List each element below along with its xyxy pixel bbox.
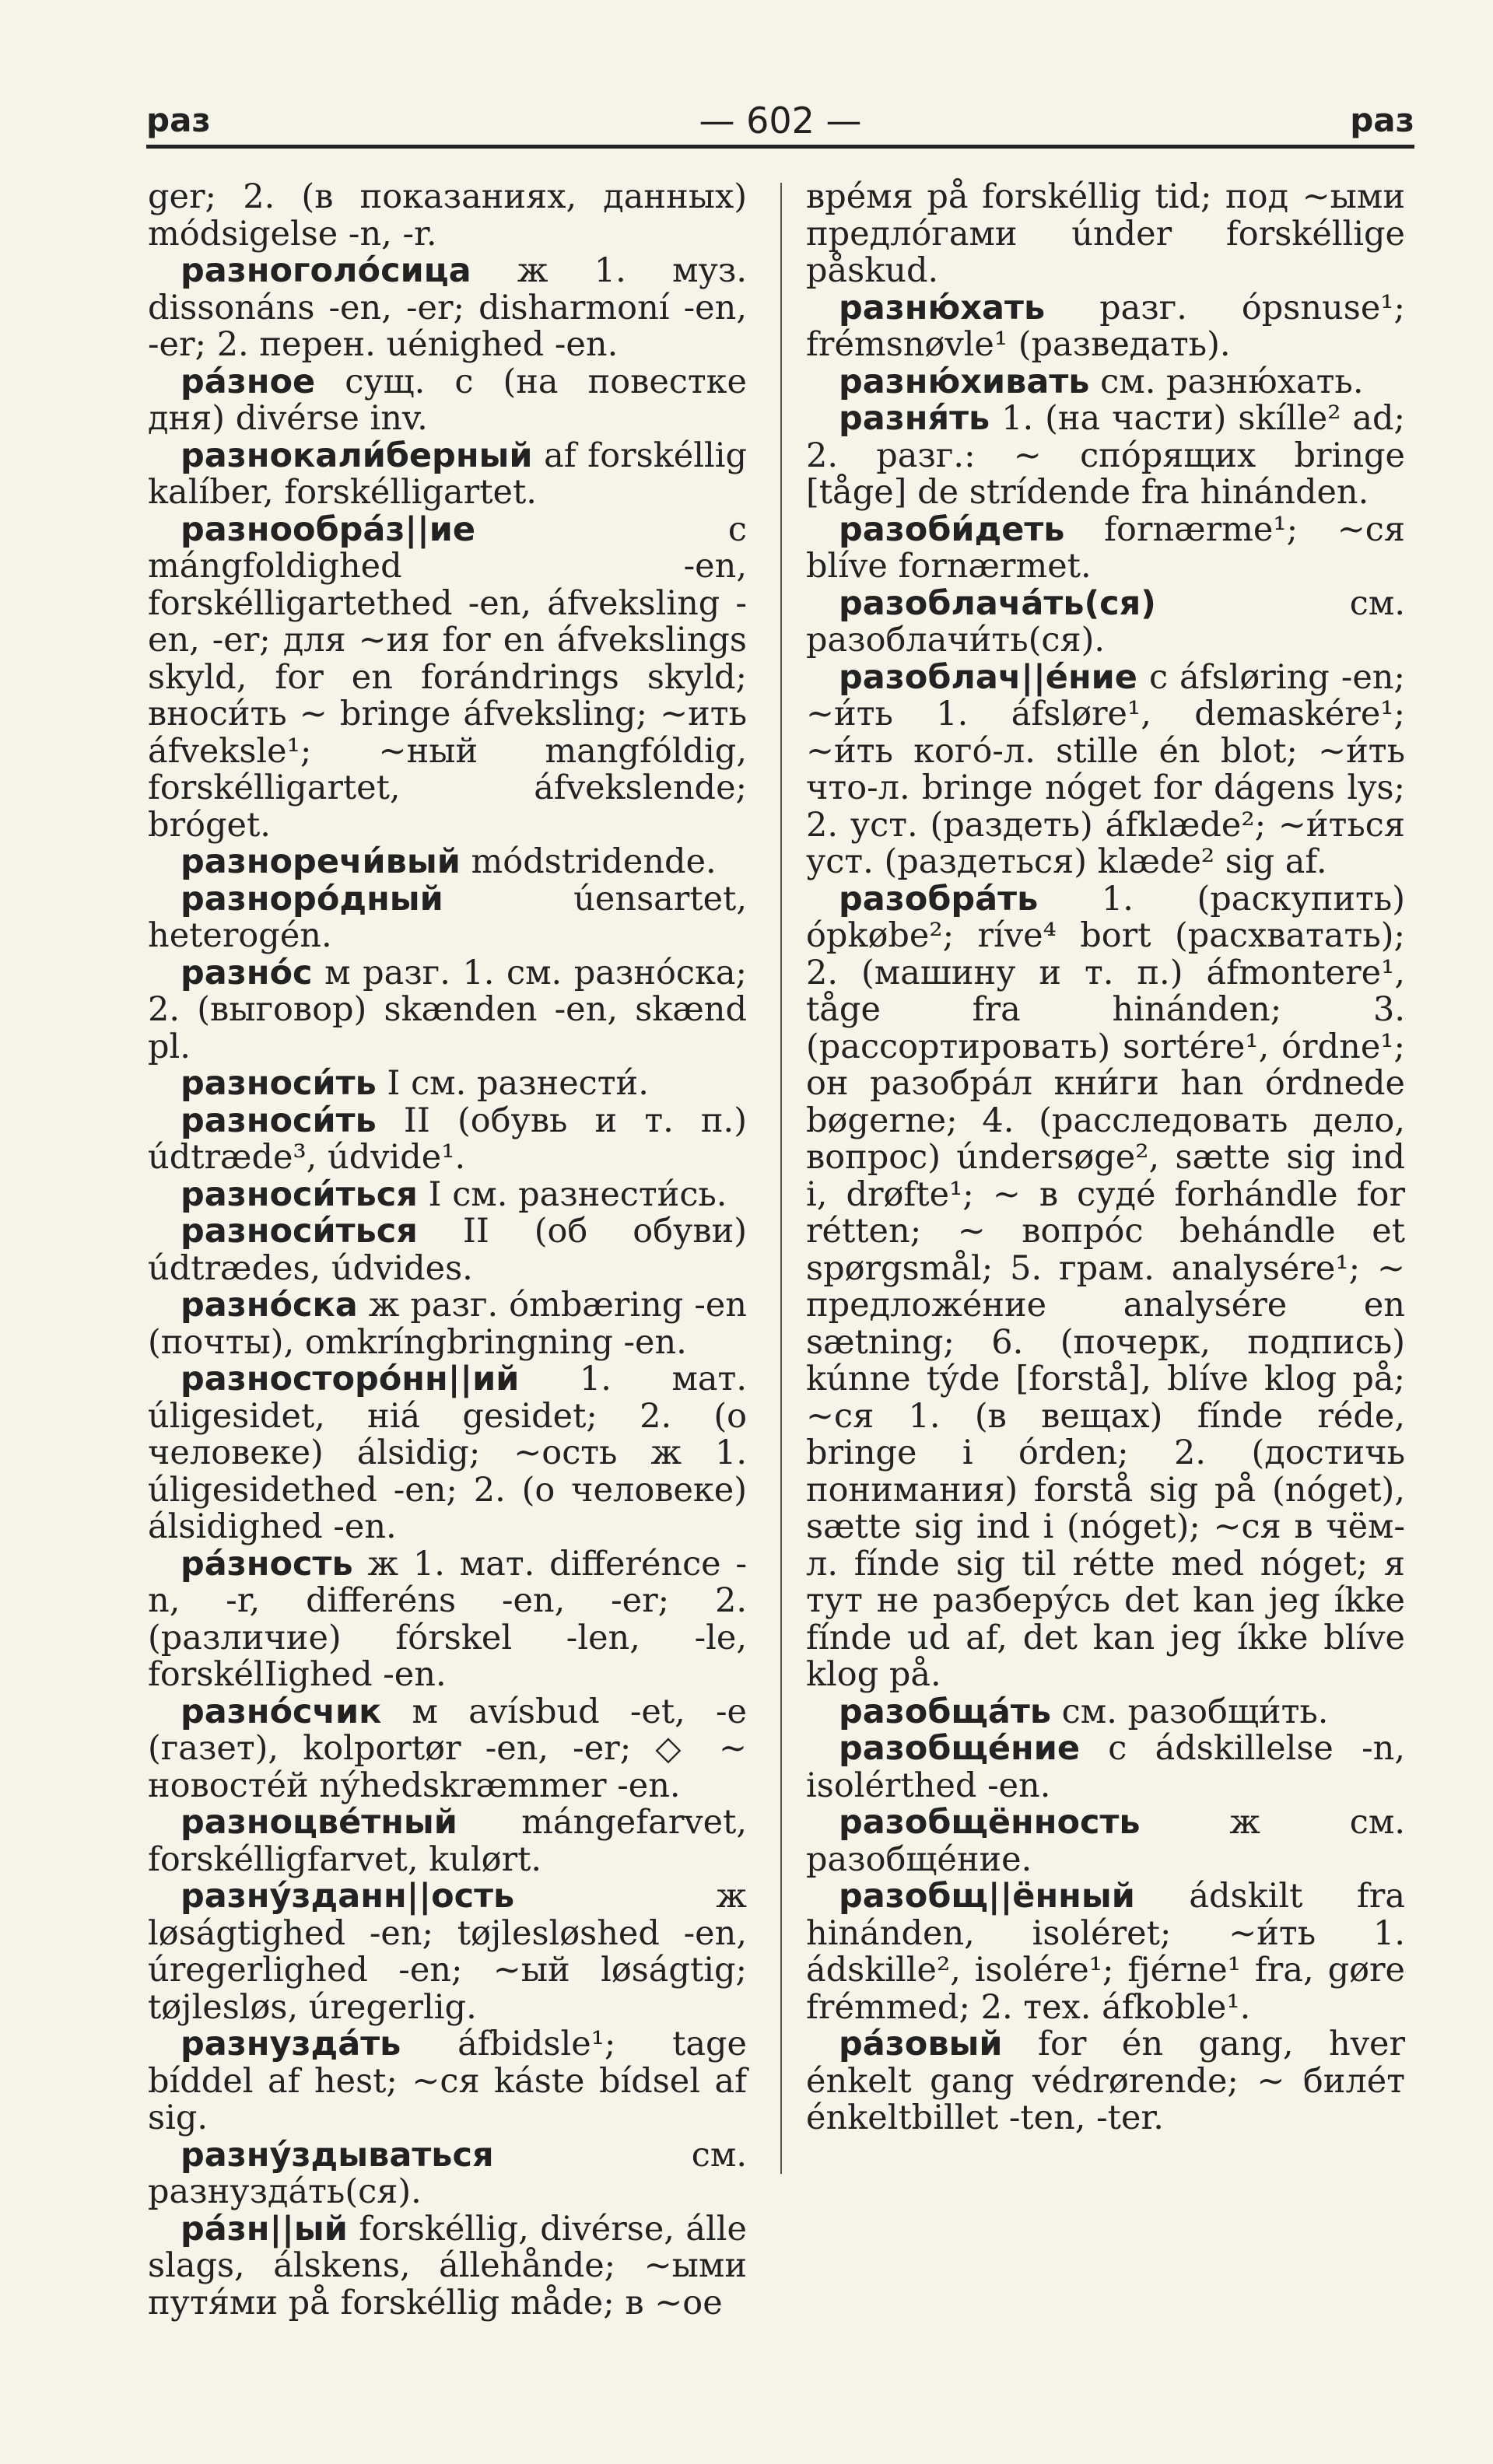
- entry-definition: II (обувь и т. п.) údtræde³, údvide¹.: [148, 1101, 747, 1177]
- entry-definition: ж 1. муз. dissonáns -en, -er; disharmoní -en, -er; 2. перен. uénighed -en.: [148, 251, 747, 364]
- entry-definition: úensartet, heterogén.: [148, 879, 747, 955]
- entry-headword: разобра́ть: [839, 879, 1039, 919]
- page-header: [146, 98, 1414, 149]
- entry-headword: разобщ||ённый: [839, 1877, 1135, 1916]
- dictionary-entry: [148, 2026, 747, 2137]
- entry-definition: с ádskillelse -n, isolérthed -en.: [806, 1729, 1405, 1805]
- entry-definition: ger; 2. (в показаниях, данных) módsigelse -n, -r.: [148, 177, 747, 254]
- left-running-headword: раз: [146, 101, 211, 139]
- dictionary-entry: [148, 364, 747, 438]
- dictionary-entry: [806, 290, 1405, 364]
- dictionary-entry: [148, 844, 747, 881]
- dictionary-entry: [806, 1878, 1405, 2026]
- entry-headword: разобщённость: [839, 1803, 1141, 1842]
- dictionary-entry: [148, 509, 747, 845]
- dictionary-entry: [148, 881, 747, 955]
- entry-headword: ра́зн||ый: [180, 2209, 348, 2249]
- entry-definition: м avísbud -et, -e (газет), kolportør -en, -er; ◇ ~ новосте́й nýhedskræmmer -en.: [148, 1692, 747, 1805]
- entry-headword: разнузда́ть: [180, 2025, 401, 2063]
- right-column: [806, 179, 1405, 2137]
- left-column: [148, 179, 747, 2322]
- dictionary-entry: [806, 179, 1405, 290]
- dictionary-entry: [148, 955, 747, 1066]
- entry-headword: ра́зность: [180, 1544, 353, 1584]
- dictionary-entry: [806, 401, 1405, 512]
- entry-definition: módstridende.: [460, 842, 717, 881]
- dictionary-entry: [806, 1694, 1405, 1731]
- entry-headword: разобще́ние: [839, 1729, 1081, 1768]
- dictionary-entry: [148, 1174, 747, 1214]
- entry-definition: I см. разнести́.: [376, 1064, 649, 1103]
- dictionary-entry: [806, 657, 1405, 881]
- right-running-headword: раз: [1350, 101, 1414, 139]
- entry-headword: разоблач||е́ние: [839, 657, 1137, 697]
- entry-definition: 1. (на части) skílle² ad; 2. разг.: ~ спо́рящих bringe [tåge] de strídende fra hinánden.: [806, 399, 1405, 512]
- page-number: — 602 —: [699, 100, 862, 142]
- entry-headword: разноси́ть: [180, 1064, 377, 1103]
- dictionary-entry: [148, 179, 747, 253]
- entry-headword: разно́ска: [180, 1286, 358, 1325]
- dictionary-entry: [148, 1361, 747, 1546]
- entry-definition: I см. разнести́сь.: [417, 1174, 727, 1214]
- dictionary-entry: [148, 1287, 747, 1361]
- entry-headword: разноси́ться: [180, 1212, 418, 1251]
- entry-definition: II (об обуви) údtrædes, údvides.: [148, 1212, 747, 1288]
- entry-headword: ра́зное: [180, 362, 316, 401]
- entry-headword: разню́хивать: [839, 362, 1090, 401]
- dictionary-entry: [148, 1694, 747, 1805]
- entry-definition: forskéllig, divérse, álle slags, álskens, állehånde; ~ыми путя́ми på forskéllig måde; в ~ое: [148, 2209, 747, 2322]
- entry-headword: разноцве́тный: [180, 1803, 457, 1842]
- entry-headword: разноси́ть: [180, 1101, 377, 1140]
- dictionary-entry: [148, 438, 747, 512]
- dictionary-entry: [148, 2137, 747, 2211]
- entry-headword: разобща́ть: [839, 1692, 1052, 1731]
- entry-headword: разноречи́вый: [180, 842, 461, 881]
- entry-definition: с áfsløring -en; ~и́ть 1. áfsløre¹, demaskére¹; ~и́ть кого́-л. stille én blot; ~и́ть что-л. bringe nóget for dágens lys; 2. уст. (раздеть) áfklæde²; ~и́ться уст. (раздеться) klæde² sig af.: [806, 657, 1405, 881]
- dictionary-entry: [806, 364, 1405, 401]
- entry-definition: сущ. с (на повестке дня) divérse inv.: [148, 362, 747, 438]
- dictionary-entry: [148, 1213, 747, 1287]
- dictionary-entry: [806, 1804, 1405, 1878]
- dictionary-entry: [148, 1804, 747, 1878]
- dictionary-entry: [806, 583, 1405, 660]
- column-divider: [780, 183, 782, 2174]
- entry-definition: for én gang, hver énkelt gang védrørende; ~ биле́т énkeltbillet -ten, -ter.: [806, 2025, 1405, 2137]
- entry-headword: разноро́дный: [180, 879, 443, 919]
- entry-definition: fornærme¹; ~ся blíve fornærmet.: [806, 509, 1405, 586]
- entry-definition: разг. ópsnuse¹; frémsnøvle¹ (разведать).: [806, 288, 1405, 364]
- dictionary-entry: [806, 1731, 1405, 1804]
- entry-definition: ж разг. ómbæring -en (почты), omkríngbringning -en.: [148, 1286, 747, 1362]
- entry-headword: разня́ть: [839, 399, 990, 438]
- entry-definition: ж 1. мат. differénce -n, -r, differéns -en, -er; 2. (различие) fórskel -len, -le, forskélIighed -en.: [148, 1544, 747, 1694]
- entry-definition: см. разоблачи́ть(ся).: [806, 583, 1405, 660]
- entry-headword: разно́счик: [180, 1692, 382, 1731]
- entry-definition: mángefarvet, forskélligfarvet, kulørt.: [148, 1803, 747, 1879]
- dictionary-entry: [148, 1546, 747, 1694]
- dictionary-entry: [806, 509, 1405, 586]
- entry-headword: разнообра́з||ие: [180, 509, 476, 549]
- dictionary-entry: [806, 881, 1405, 1694]
- dictionary-entry: [148, 253, 747, 364]
- entry-headword: разню́хать: [839, 288, 1046, 327]
- entry-headword: разну́зданн||ость: [180, 1877, 515, 1916]
- entry-definition: af forskéllig kalíber, forskélligartet.: [148, 436, 747, 512]
- dictionary-entry: [148, 1103, 747, 1177]
- entry-headword: разносторо́нн||ий: [180, 1360, 520, 1398]
- entry-definition: ádskilt fra hinánden, isoléret; ~и́ть 1. ádskille², isolére¹; fjérne¹ fra, gøre frémmed; 2. тех. áfkoble¹.: [806, 1877, 1405, 2027]
- entry-headword: разноси́ться: [180, 1174, 418, 1214]
- entry-headword: разноголо́сица: [180, 251, 471, 290]
- entry-headword: ра́зовый: [839, 2025, 1003, 2063]
- entry-definition: 1. мат. úligesidet, ніá gesidet; 2. (о человеке) álsidig; ~ость ж 1. úligesidethed -en; 2. (о человеке) álsidighed -en.: [148, 1360, 747, 1546]
- entry-headword: разно́с: [180, 953, 313, 992]
- entry-definition: 1. (раскупить) ópkøbe²; ríve⁴ bort (расхватать); 2. (машину и т. п.) áfmontere¹, tåge fra hinánden; 3. (рассортировать) sortére¹, órdne¹; он разобра́л кни́ги han órdnede bøgerne; 4. (расследовать дело, вопрос) úndersøge², sætte sig ind i, drøfte¹; ~ в суде́ forhándle for rétten; ~ вопро́с behándle et spørgsmål; 5. грам. analysére¹; ~ предложе́ние analysére en sætning; 6. (почерк, подпись) kúnne týde [forstå], blíve klog på; ~ся 1. (в вещах) fínde réde, bringe i órden; 2. (достичь понимания) forstå sig på (nóget), sætte sig ind i (nóget); ~ся в чём-л. fínde sig til rétte med nóget; я тут не разберу́сь det kan jeg íkke fínde ud af, det kan jeg íkke blíve klog på.: [806, 879, 1405, 1694]
- entry-definition: с mángfoldighed -en, forskélligartethed -en, áfveksling -en, -er; для ~ия for en áfvekslings skyld, for en forándrings skyld; вноси́ть ~ bringe áfveksling; ~ить áfveksle¹; ~ный mangfóldig, forskélligartet, áfvekslende; bróget.: [148, 509, 747, 845]
- entry-definition: см. разобщи́ть.: [1051, 1692, 1329, 1731]
- dictionary-entry: [148, 1878, 747, 2026]
- entry-definition: см. разню́хать.: [1089, 362, 1364, 401]
- entry-headword: разоблача́ть(ся): [839, 583, 1156, 623]
- entry-definition: м разг. 1. см. разно́ска; 2. (выговор) skænden -en, skænd pl.: [148, 953, 747, 1066]
- entry-headword: разнокали́берный: [180, 436, 533, 475]
- entry-definition: ж см. разобще́ние.: [806, 1803, 1405, 1879]
- entry-definition: ж løságtighed -en; tøjlesløshed -en, úregerlighed -en; ~ый løságtig; tøjlesløs, úregerlig.: [148, 1877, 747, 2027]
- dictionary-entry: [148, 1066, 747, 1103]
- dictionary-entry: [806, 2026, 1405, 2137]
- entry-headword: разоби́деть: [839, 509, 1065, 549]
- entry-definition: вре́мя på forskéllig tid; под ~ыми предло́гами únder forskéllige påskud.: [806, 177, 1405, 290]
- entry-definition: см. разнузда́ть(ся).: [148, 2135, 747, 2211]
- dictionary-entry: [148, 2211, 747, 2322]
- entry-definition: áfbidsle¹; tage bíddel af hest; ~ся káste bídsel af sig.: [148, 2025, 747, 2137]
- entry-headword: разну́здываться: [180, 2135, 494, 2175]
